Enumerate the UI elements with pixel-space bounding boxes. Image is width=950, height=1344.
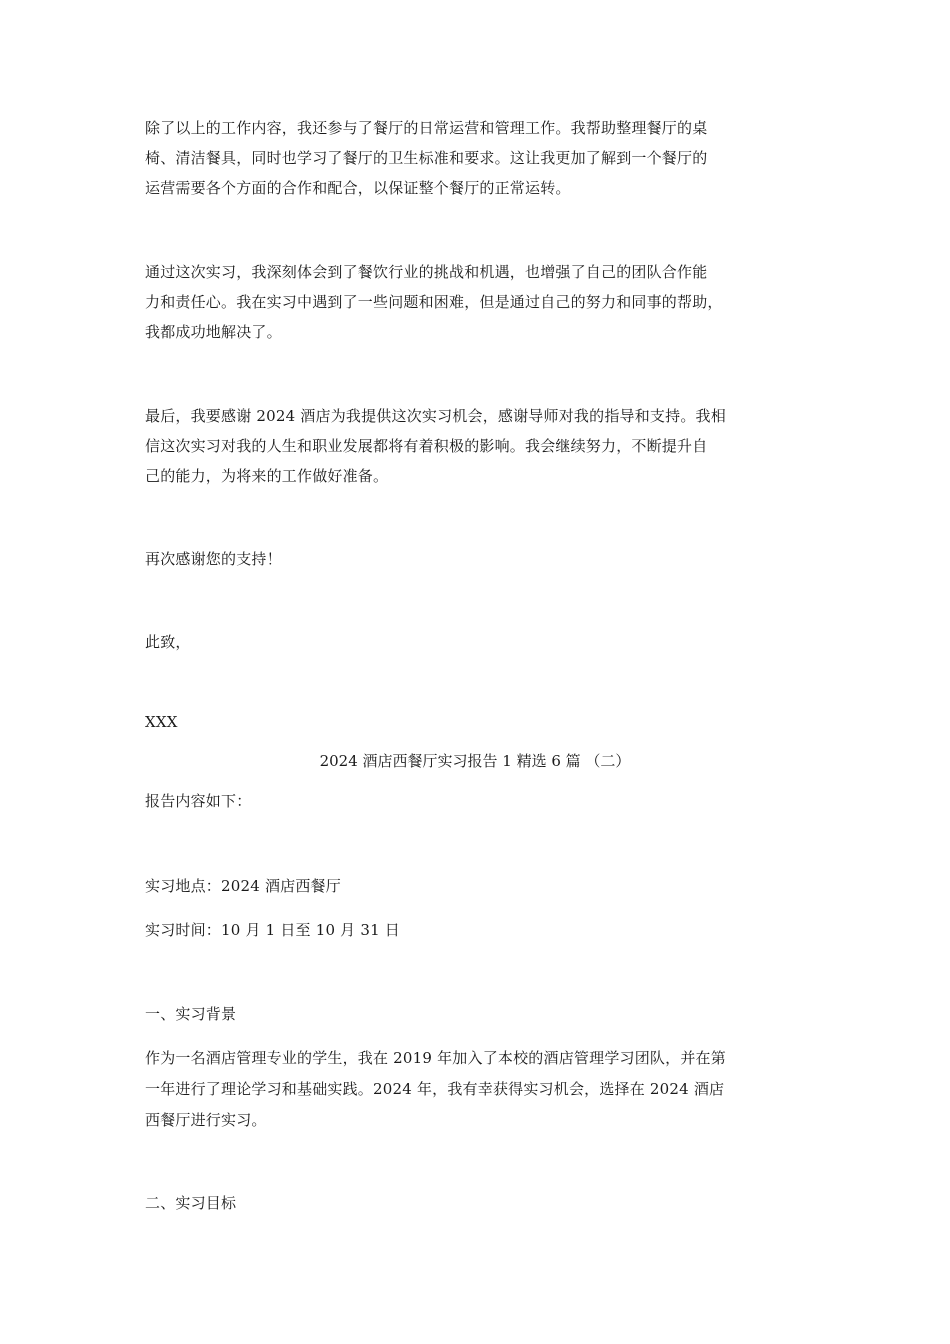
paragraph-2-line-2: 力和责任心。我在实习中遇到了一些问题和困难，但是通过自己的努力和同事的帮助，	[145, 293, 723, 311]
heading-background: 一、实习背景	[145, 1005, 237, 1023]
paragraph-3-line-1: 最后，我要感谢 2024 酒店为我提供这次实习机会，感谢导师对我的指导和支持。我相	[145, 407, 726, 425]
time-line: 实习时间：10 月 1 日至 10 月 31 日	[145, 921, 400, 939]
paragraph-3-line-2: 信这次实习对我的人生和职业发展都将有着积极的影响。我会继续努力，不断提升自	[145, 437, 708, 455]
paragraph-2-line-3: 我都成功地解决了。	[145, 323, 282, 341]
thanks-line: 再次感谢您的支持！	[145, 550, 282, 568]
paragraph-3-line-3: 己的能力，为将来的工作做好准备。	[145, 467, 389, 485]
paragraph-1-line-3: 运营需要各个方面的合作和配合，以保证整个餐厅的正常运转。	[145, 179, 571, 197]
heading-goals: 二、实习目标	[145, 1194, 237, 1212]
location-line: 实习地点：2024 酒店西餐厅	[145, 877, 341, 895]
signature-line: XXX	[145, 713, 178, 731]
paragraph-2-line-1: 通过这次实习，我深刻体会到了餐饮行业的挑战和机遇，也增强了自己的团队合作能	[145, 263, 708, 281]
paragraph-4-line-3: 西餐厅进行实习。	[145, 1111, 267, 1129]
paragraph-1-line-1: 除了以上的工作内容，我还参与了餐厅的日常运营和管理工作。我帮助整理餐厅的桌	[145, 119, 708, 137]
section-title: 2024 酒店西餐厅实习报告 1 精选 6 篇 （二）	[319, 752, 631, 770]
paragraph-1-line-2: 椅、清洁餐具，同时也学习了餐厅的卫生标准和要求。这让我更加了解到一个餐厅的	[145, 149, 708, 167]
paragraph-4-line-1: 作为一名酒店管理专业的学生，我在 2019 年加入了本校的酒店管理学习团队，并在第	[145, 1049, 726, 1067]
paragraph-4-line-2: 一年进行了理论学习和基础实践。2024 年，我有幸获得实习机会，选择在 2024 酒店	[145, 1080, 725, 1098]
intro-line: 报告内容如下：	[145, 792, 252, 810]
closing-line: 此致，	[145, 633, 191, 651]
